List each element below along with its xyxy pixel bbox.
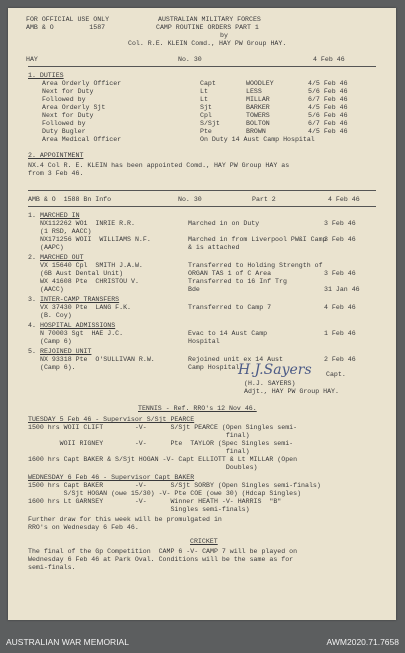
item-action: Transferred to Camp 7 (188, 304, 272, 311)
archive-reference: AWM2020.71.7658 (326, 637, 399, 647)
cricket-heading: CRICKET (190, 538, 218, 545)
commander-line: Col. R.E. KLEIN Comd., HAY PW Group HAY. (128, 40, 287, 47)
tennis-match-line: WOII RIGNEY -V- Pte TAYLOR (Spec Singles semi- (28, 440, 294, 447)
duty-role: Next for Duty (42, 88, 94, 95)
duty-date: 5/6 Feb 46 (308, 112, 348, 119)
duty-role: Followed by (42, 96, 86, 103)
appointment-text-1: NX.4 Col R. E. KLEIN has been appointed Comd., HAY PW Group HAY as (28, 162, 290, 169)
item-action: ORGAN TAS 1 of C Area (188, 270, 272, 277)
orders-title: CAMP ROUTINE ORDERS PART 1 (156, 24, 259, 31)
order-date: 4 Feb 46 (313, 56, 345, 63)
item-action: Transferred to 16 Inf Trg (188, 278, 287, 285)
item-person: NX 93318 Pte O'SULLIVAN R.W. (40, 356, 155, 363)
item-person: VX 15640 Cpl SMITH J.A.W. (40, 262, 143, 269)
force-title: AUSTRALIAN MILITARY FORCES (158, 16, 261, 23)
duty-role: Area Orderly Sjt (42, 104, 106, 111)
item-number: 2. (28, 254, 36, 261)
divider (28, 206, 376, 207)
item-heading: MARCHED OUT (40, 254, 84, 261)
duty-rank: Pte (200, 128, 212, 135)
tennis-match-line: 1500 hrs WOII CLIFT -V- S/Sjt PEARCE (Open Singles semi- (28, 424, 298, 431)
duty-rank: S/Sjt (200, 120, 220, 127)
cricket-text-1: The final of the Gp Competition CAMP 6 -V- CAMP 7 will be played on (28, 548, 298, 555)
archive-name: AUSTRALIAN WAR MEMORIAL (6, 637, 129, 647)
item-number: 4. (28, 322, 36, 329)
tennis-tuesday: TUESDAY 5 Feb 46 - Supervisor S/Sjt PEARCE (28, 416, 195, 423)
duty-date: 4/5 Feb 46 (308, 104, 348, 111)
item-action: Hospital (188, 338, 220, 345)
duty-rank: Capt (200, 80, 216, 87)
signature-name: (H.J. SAYERS) (244, 380, 296, 387)
part2-number: No. 30 (178, 196, 202, 203)
tennis-wednesday: WEDNESDAY 6 Feb 46 - Supervisor Capt BAKER (28, 474, 195, 481)
item-heading: MARCHED IN (40, 212, 80, 219)
duty-rank: Lt (200, 96, 208, 103)
signature-title: Adjt., HAY PW Group HAY. (244, 388, 339, 395)
item-person: VX 37430 Pte LANG F.K. (40, 304, 132, 311)
item-person: NX112262 WO1 INRIE R.R. (40, 220, 135, 227)
item-action: Marched in on Duty (188, 220, 260, 227)
item-person: (1 RSD, AACC) (40, 228, 92, 235)
duty-role: Next for Duty (42, 112, 94, 119)
further-draw-2: RRO's on Wednesday 6 Feb 46. (28, 524, 139, 531)
duty-date: 5/6 Feb 46 (308, 88, 348, 95)
duty-name: WOODLEY (246, 80, 274, 87)
item-date: 1 Feb 46 (324, 330, 356, 337)
duty-date: 6/7 Feb 46 (308, 120, 348, 127)
item-heading: INTER-CAMP TRANSFERS (40, 296, 120, 303)
item-heading: REJOINED UNIT (40, 348, 92, 355)
duty-date: 6/7 Feb 46 (308, 96, 348, 103)
duty-name: LESS (246, 88, 262, 95)
item-person: WX 41608 Pte CHRISTOU V. (40, 278, 139, 285)
item-action: Camp Hospital (188, 364, 240, 371)
item-person: N 70003 Sgt HAE J.C. (40, 330, 124, 337)
item-person: (Camp 6). (40, 364, 76, 371)
duty-name: BARKER (246, 104, 270, 111)
tennis-match-line: 1600 hrs Capt BAKER & S/Sjt HOGAN -V- Capt ELLIOTT & Lt MILLAR (Open (28, 456, 298, 463)
handwritten-signature: H.J.Sayers (238, 362, 312, 378)
duty-rank: Sjt (200, 104, 212, 111)
item-person: (B. Coy) (40, 312, 72, 319)
item-date: 31 Jan 46 (324, 286, 360, 293)
tennis-match-line: Doubles) (28, 464, 258, 471)
part2-amb: AMB & O 1588 Bn Info (28, 196, 112, 203)
document-page (8, 8, 396, 620)
place-label: HAY (26, 56, 38, 63)
by-label: by (220, 32, 228, 39)
signature-rank: Capt. (326, 371, 346, 378)
official-use-label: FOR OFFICIAL USE ONLY (26, 16, 110, 23)
duty-name: MILLAR (246, 96, 270, 103)
item-person: (AAPC) (40, 244, 64, 251)
item-person: NX171256 WOII WILLIAMS N.F. (40, 236, 151, 243)
item-person: (Camp 6) (40, 338, 72, 345)
item-date: 3 Feb 46 (324, 270, 356, 277)
order-number: No. 30 (178, 56, 202, 63)
tennis-match-line: final) (28, 448, 250, 455)
appointment-text-2: from 3 Feb 46. (28, 170, 84, 177)
cricket-text-2: Wednesday 6 Feb 46 at Park Oval. Conditions will be the same as for (28, 556, 294, 563)
duty-date: 4/5 Feb 46 (308, 128, 348, 135)
divider (28, 190, 376, 191)
appointment-heading: 2. APPOINTMENT (28, 152, 84, 159)
item-date: 3 Feb 46 (324, 220, 356, 227)
duty-name: TOWERS (246, 112, 270, 119)
item-number: 3. (28, 296, 36, 303)
item-action: & is attached (188, 244, 240, 251)
divider (28, 66, 376, 67)
tennis-match-line: Singles semi-finals) (28, 506, 250, 513)
duty-name: BOLTON (246, 120, 270, 127)
duty-rank: Lt (200, 88, 208, 95)
cricket-text-3: semi-finals. (28, 564, 76, 571)
item-action: Rejoined unit ex 14 Aust (188, 356, 283, 363)
duty-role: Followed by (42, 120, 86, 127)
duties-heading: 1. DUTIES (28, 72, 64, 79)
archive-footer (0, 631, 405, 653)
item-date: 3 Feb 46 (324, 236, 356, 243)
tennis-match-line: S/Sjt HOGAN (owe 15/30) -V- Pte COE (owe 30) (Hdcap Singles) (28, 490, 302, 497)
item-heading: HOSPITAL ADMISSIONS (40, 322, 116, 329)
duty-role: Duty Bugler (42, 128, 86, 135)
item-number: 5. (28, 348, 36, 355)
part2-date: 4 Feb 46 (328, 196, 360, 203)
item-action: Bde (188, 286, 200, 293)
item-number: 1. (28, 212, 36, 219)
tennis-match-line: 1500 hrs Capt BAKER -V- S/Sjt SORBY (Open Singles semi-finals) (28, 482, 321, 489)
duty-name: BROWN (246, 128, 266, 135)
item-action: Transferred to Holding Strength of (188, 262, 323, 269)
item-action: Evac to 14 Aust Camp (188, 330, 268, 337)
item-date: 2 Feb 46 (324, 356, 356, 363)
amb-number: AMB & O 1587 (26, 24, 106, 31)
part2-label: Part 2 (252, 196, 276, 203)
tennis-heading: TENNIS - Ref. RRO's 12 Nov 46. (138, 405, 257, 412)
further-draw-1: Further draw for this week will be promulgated in (28, 516, 222, 523)
item-date: 4 Feb 46 (324, 304, 356, 311)
duty-rank: Cpl (200, 112, 212, 119)
duty-role: Area Medical Officer (42, 136, 122, 143)
item-person: (6B Aust Dental Unit) (40, 270, 124, 277)
duty-date: 4/5 Feb 46 (308, 80, 348, 87)
duty-role: Area Orderly Officer (42, 80, 122, 87)
tennis-match-line: final) (28, 432, 250, 439)
item-action: Marched in from Liverpool PW&I Camp (188, 236, 327, 243)
item-person: (AACC) (40, 286, 64, 293)
duty-name: On Duty 14 Aust Camp Hospital (200, 136, 315, 143)
tennis-match-line: 1600 hrs Lt GARNSEY -V- Winner HEATH -V- HARRIS "B" (28, 498, 282, 505)
